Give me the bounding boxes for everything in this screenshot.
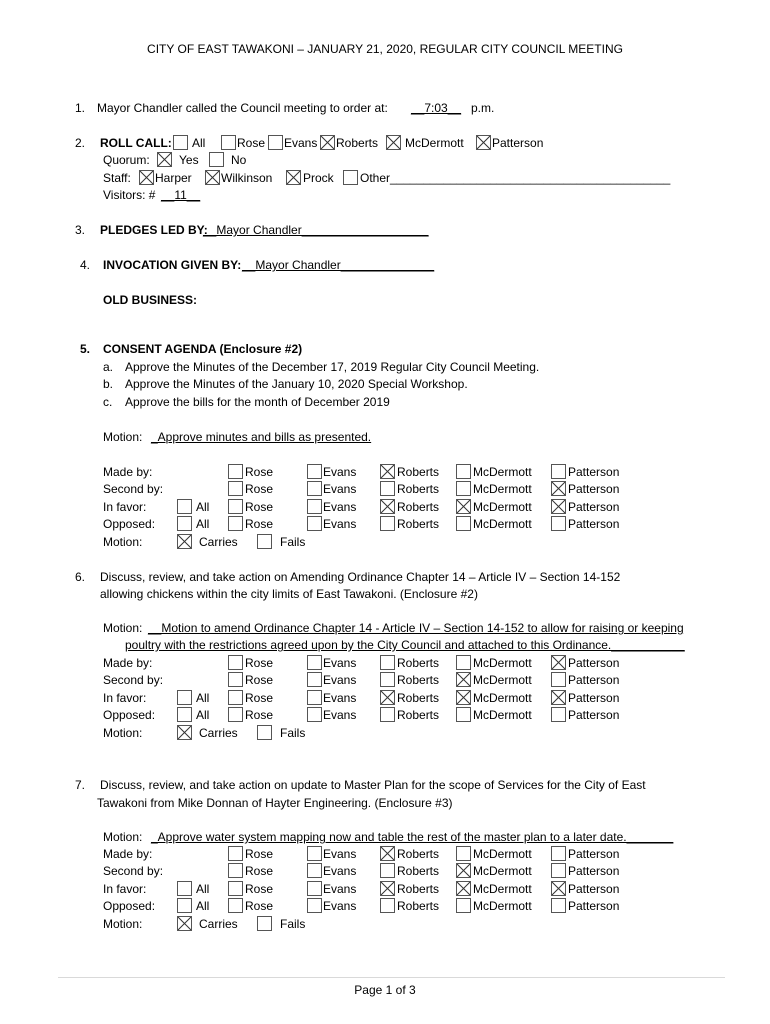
vote-row-label: Made by: xyxy=(103,656,153,670)
motion-fails-checkbox[interactable] xyxy=(257,534,272,549)
vote-checkbox-roberts[interactable] xyxy=(380,516,395,531)
vote-name: McDermott xyxy=(473,899,532,914)
subitem-text: Approve the Minutes of the December 17, 2019 Regular City Council Meeting. xyxy=(125,360,540,374)
x-mark-icon xyxy=(381,847,394,860)
vote-checkbox-rose[interactable] xyxy=(228,464,243,479)
roll-call-name: Roberts xyxy=(336,136,379,150)
motion-fails-label: Fails xyxy=(280,725,306,740)
vote-checkbox-patterson[interactable] xyxy=(551,898,566,913)
vote-name: Roberts xyxy=(397,847,440,861)
x-mark-icon xyxy=(457,864,470,877)
vote-checkbox-evans[interactable] xyxy=(307,481,322,496)
x-mark-icon xyxy=(477,136,490,149)
motion-carries-label: Carries xyxy=(199,916,238,931)
vote-checkbox-mcdermott[interactable] xyxy=(456,690,471,705)
motion-fails-label: Fails xyxy=(280,916,306,931)
x-mark-icon xyxy=(140,171,153,184)
vote-checkbox-roberts[interactable] xyxy=(380,690,395,705)
item-description: Tawakoni from Mike Donnan of Hayter Engineering. (Enclosure #3) xyxy=(97,796,453,810)
motion-text: poultry with the restrictions agreed upon by the City Council and attached to this Ordinance.___________ xyxy=(125,638,685,652)
vote-name: Roberts xyxy=(397,864,440,879)
x-mark-icon xyxy=(381,691,394,704)
vote-checkbox-evans[interactable] xyxy=(307,655,322,670)
vote-checkbox-rose[interactable] xyxy=(228,846,243,861)
x-mark-icon xyxy=(552,656,565,669)
vote-checkbox-mcdermott[interactable] xyxy=(456,655,471,670)
vote-checkbox-mcdermott[interactable] xyxy=(456,898,471,913)
vote-checkbox-evans[interactable] xyxy=(307,690,322,705)
vote-checkbox-rose[interactable] xyxy=(228,707,243,722)
vote-name: Rose xyxy=(245,673,274,688)
x-mark-icon xyxy=(206,171,219,184)
vote-checkbox-evans[interactable] xyxy=(307,499,322,514)
motion-result-label: Motion: xyxy=(103,725,143,740)
x-mark-icon xyxy=(552,482,565,495)
item-description: Discuss, review, and take action on update to Master Plan for the scope of Services for the City of East xyxy=(100,778,646,792)
quorum-label: Quorum: xyxy=(103,153,150,167)
vote-checkbox-rose[interactable] xyxy=(228,481,243,496)
vote-name: Evans xyxy=(323,881,357,896)
vote-name: McDermott xyxy=(473,465,532,479)
motion-result-label: Motion: xyxy=(103,534,143,549)
motion-label: Motion: xyxy=(103,621,143,635)
x-mark-icon xyxy=(552,691,565,704)
vote-checkbox-evans[interactable] xyxy=(307,846,322,861)
x-mark-icon xyxy=(381,465,394,478)
vote-name: McDermott xyxy=(473,482,532,497)
vote-checkbox-all[interactable] xyxy=(177,516,192,531)
vote-checkbox-roberts[interactable] xyxy=(380,672,395,687)
x-mark-icon xyxy=(178,726,191,739)
vote-checkbox-mcdermott[interactable] xyxy=(456,672,471,687)
item-number: 3. xyxy=(75,223,86,237)
vote-name: McDermott xyxy=(473,708,532,723)
vote-name: Roberts xyxy=(397,482,440,497)
vote-row-label: In favor: xyxy=(103,881,147,896)
vote-row-label: Made by: xyxy=(103,847,153,861)
pledges-label: PLEDGES LED BY: xyxy=(100,223,208,237)
vote-checkbox-mcdermott[interactable] xyxy=(456,881,471,896)
vote-name: Patterson xyxy=(568,690,620,705)
roll-call-checkbox-roberts[interactable] xyxy=(320,135,335,150)
vote-checkbox-patterson[interactable] xyxy=(551,481,566,496)
vote-name: Patterson xyxy=(568,482,620,497)
vote-checkbox-roberts[interactable] xyxy=(380,499,395,514)
vote-row-label: In favor: xyxy=(103,690,147,705)
vote-name: Evans xyxy=(323,465,357,479)
vote-row-label: Opposed: xyxy=(103,708,156,723)
staff-name: Prock xyxy=(303,171,334,185)
vote-checkbox-patterson[interactable] xyxy=(551,707,566,722)
vote-name: Evans xyxy=(323,708,357,723)
vote-name: Roberts xyxy=(397,690,440,705)
vote-name: Patterson xyxy=(568,656,620,670)
vote-name: Roberts xyxy=(397,673,440,688)
x-mark-icon xyxy=(178,535,191,548)
motion-result-label: Motion: xyxy=(103,916,143,931)
vote-checkbox-patterson[interactable] xyxy=(551,881,566,896)
vote-checkbox-mcdermott[interactable] xyxy=(456,863,471,878)
vote-checkbox-all[interactable] xyxy=(177,690,192,705)
invocation-value: __Mayor Chandler______________ xyxy=(242,258,435,272)
vote-checkbox-evans[interactable] xyxy=(307,863,322,878)
motion-carries-label: Carries xyxy=(199,725,238,740)
quorum-checkbox-yes[interactable] xyxy=(157,152,172,167)
vote-checkbox-patterson[interactable] xyxy=(551,499,566,514)
vote-name: Evans xyxy=(323,864,357,879)
vote-name: Patterson xyxy=(568,673,620,688)
item-description: allowing chickens within the city limits of East Tawakoni. (Enclosure #2) xyxy=(100,587,478,601)
invocation-label: INVOCATION GIVEN BY: xyxy=(103,258,242,272)
quorum-option: No xyxy=(231,153,247,167)
x-mark-icon xyxy=(387,136,400,149)
call-to-order-time: __7:03__ xyxy=(411,101,462,115)
vote-checkbox-roberts[interactable] xyxy=(380,464,395,479)
vote-name: Evans xyxy=(323,673,357,688)
vote-name: All xyxy=(196,499,210,514)
x-mark-icon xyxy=(552,500,565,513)
item-number: 7. xyxy=(75,778,86,792)
item-description: Discuss, review, and take action on Amending Ordinance Chapter 14 – Article IV – Section 14-152 xyxy=(100,570,621,584)
subitem-text: Approve the bills for the month of December 2019 xyxy=(125,395,390,409)
vote-checkbox-evans[interactable] xyxy=(307,464,322,479)
item-number: 2. xyxy=(75,136,86,150)
x-mark-icon xyxy=(457,500,470,513)
vote-name: All xyxy=(196,690,210,705)
consent-agenda-heading: CONSENT AGENDA (Enclosure #2) xyxy=(103,342,303,356)
vote-checkbox-all[interactable] xyxy=(177,707,192,722)
item-number: 5. xyxy=(80,342,91,356)
vote-row-label: In favor: xyxy=(103,499,147,514)
vote-checkbox-patterson[interactable] xyxy=(551,846,566,861)
motion-carries-checkbox[interactable] xyxy=(177,916,192,931)
motion-carries-label: Carries xyxy=(199,534,238,549)
roll-call-name: Patterson xyxy=(492,136,544,150)
vote-checkbox-mcdermott[interactable] xyxy=(456,481,471,496)
staff-label: Staff: xyxy=(103,171,131,185)
vote-checkbox-mcdermott[interactable] xyxy=(456,846,471,861)
vote-name: McDermott xyxy=(473,499,532,514)
vote-checkbox-patterson[interactable] xyxy=(551,672,566,687)
vote-checkbox-mcdermott[interactable] xyxy=(456,707,471,722)
motion-label: Motion: xyxy=(103,830,143,844)
vote-checkbox-roberts[interactable] xyxy=(380,481,395,496)
vote-checkbox-rose[interactable] xyxy=(228,672,243,687)
roll-call-name: McDermott xyxy=(405,136,464,150)
vote-checkbox-all[interactable] xyxy=(177,499,192,514)
vote-name: Roberts xyxy=(397,517,440,532)
vote-name: Roberts xyxy=(397,499,440,514)
x-mark-icon xyxy=(381,500,394,513)
vote-checkbox-rose[interactable] xyxy=(228,499,243,514)
vote-name: Evans xyxy=(323,499,357,514)
vote-checkbox-all[interactable] xyxy=(177,881,192,896)
vote-name: Rose xyxy=(245,656,274,670)
motion-text: _Approve water system mapping now and table the rest of the master plan to a later date._______ xyxy=(151,830,674,844)
staff-checkbox-3[interactable] xyxy=(343,170,358,185)
vote-row-label: Second by: xyxy=(103,864,164,879)
vote-checkbox-roberts[interactable] xyxy=(380,881,395,896)
vote-checkbox-rose[interactable] xyxy=(228,898,243,913)
vote-checkbox-evans[interactable] xyxy=(307,707,322,722)
staff-name: Harper xyxy=(155,171,192,185)
call-to-order-text: Mayor Chandler called the Council meeting to order at: xyxy=(97,101,388,115)
x-mark-icon xyxy=(381,882,394,895)
vote-row-label: Opposed: xyxy=(103,899,156,914)
vote-checkbox-evans[interactable] xyxy=(307,881,322,896)
vote-row-label: Made by: xyxy=(103,465,153,479)
vote-name: Rose xyxy=(245,690,274,705)
motion-fails-label: Fails xyxy=(280,534,306,549)
staff-checkbox-0[interactable] xyxy=(139,170,154,185)
vote-name: Roberts xyxy=(397,899,440,914)
vote-name: Rose xyxy=(245,465,274,479)
motion-fails-checkbox[interactable] xyxy=(257,916,272,931)
vote-row-label: Second by: xyxy=(103,482,164,497)
vote-name: McDermott xyxy=(473,517,532,532)
x-mark-icon xyxy=(457,691,470,704)
motion-fails-checkbox[interactable] xyxy=(257,725,272,740)
item-number: 1. xyxy=(75,101,86,115)
vote-checkbox-evans[interactable] xyxy=(307,672,322,687)
vote-checkbox-rose[interactable] xyxy=(228,863,243,878)
motion-label: Motion: xyxy=(103,430,143,444)
vote-checkbox-roberts[interactable] xyxy=(380,707,395,722)
roll-call-checkbox-mcdermott[interactable] xyxy=(386,135,401,150)
vote-name: Rose xyxy=(245,482,274,497)
vote-name: Rose xyxy=(245,864,274,879)
roll-call-label: ROLL CALL: xyxy=(100,136,172,150)
page-title: CITY OF EAST TAWAKONI – JANUARY 21, 2020, REGULAR CITY COUNCIL MEETING xyxy=(147,42,623,56)
vote-name: All xyxy=(196,517,210,532)
vote-checkbox-evans[interactable] xyxy=(307,898,322,913)
vote-checkbox-mcdermott[interactable] xyxy=(456,499,471,514)
staff-checkbox-2[interactable] xyxy=(286,170,301,185)
roll-call-checkbox-evans[interactable] xyxy=(268,135,283,150)
vote-name: All xyxy=(196,881,210,896)
motion-text: __Motion to amend Ordinance Chapter 14 - Article IV – Section 14-152 to allow for raising or keeping xyxy=(148,621,684,635)
vote-name: McDermott xyxy=(473,656,532,670)
subitem-text: Approve the Minutes of the January 10, 2020 Special Workshop. xyxy=(125,377,468,391)
vote-checkbox-rose[interactable] xyxy=(228,881,243,896)
roll-call-checkbox-rose[interactable] xyxy=(221,135,236,150)
quorum-option: Yes xyxy=(179,153,199,167)
vote-row-label: Second by: xyxy=(103,673,164,688)
vote-checkbox-patterson[interactable] xyxy=(551,516,566,531)
vote-checkbox-patterson[interactable] xyxy=(551,863,566,878)
vote-name: Roberts xyxy=(397,881,440,896)
staff-checkbox-1[interactable] xyxy=(205,170,220,185)
vote-row-label: Opposed: xyxy=(103,517,156,532)
roll-call-name: Evans xyxy=(284,136,318,150)
vote-name: Rose xyxy=(245,517,274,532)
motion-text: _Approve minutes and bills as presented. xyxy=(151,430,372,444)
x-mark-icon xyxy=(457,673,470,686)
item-number: 6. xyxy=(75,570,86,584)
staff-name: Other__________________________________________ xyxy=(360,171,671,185)
quorum-checkbox-no[interactable] xyxy=(209,152,224,167)
vote-name: Patterson xyxy=(568,517,620,532)
vote-checkbox-patterson[interactable] xyxy=(551,464,566,479)
vote-name: McDermott xyxy=(473,673,532,688)
vote-name: Evans xyxy=(323,690,357,705)
vote-checkbox-patterson[interactable] xyxy=(551,655,566,670)
vote-checkbox-patterson[interactable] xyxy=(551,690,566,705)
vote-name: McDermott xyxy=(473,864,532,879)
page-number: Page 1 of 3 xyxy=(354,983,416,997)
footer-divider xyxy=(58,977,725,978)
x-mark-icon xyxy=(158,153,171,166)
vote-name: Rose xyxy=(245,847,274,861)
roll-call-name: All xyxy=(192,136,206,150)
vote-checkbox-rose[interactable] xyxy=(228,655,243,670)
visitors-count: __11__ xyxy=(161,188,201,202)
motion-carries-checkbox[interactable] xyxy=(177,534,192,549)
vote-checkbox-roberts[interactable] xyxy=(380,655,395,670)
vote-name: Rose xyxy=(245,899,274,914)
vote-checkbox-all[interactable] xyxy=(177,898,192,913)
x-mark-icon xyxy=(287,171,300,184)
vote-name: Roberts xyxy=(397,656,440,670)
x-mark-icon xyxy=(457,882,470,895)
vote-name: Evans xyxy=(323,482,357,497)
vote-checkbox-roberts[interactable] xyxy=(380,898,395,913)
vote-name: McDermott xyxy=(473,690,532,705)
call-to-order-suffix: p.m. xyxy=(471,101,495,115)
x-mark-icon xyxy=(552,882,565,895)
vote-name: Rose xyxy=(245,499,274,514)
vote-name: Evans xyxy=(323,847,357,861)
vote-checkbox-mcdermott[interactable] xyxy=(456,464,471,479)
vote-name: Patterson xyxy=(568,899,620,914)
roll-call-checkbox-all[interactable] xyxy=(173,135,188,150)
vote-name: Rose xyxy=(245,881,274,896)
visitors-label: Visitors: # xyxy=(103,188,156,202)
vote-checkbox-rose[interactable] xyxy=(228,690,243,705)
motion-carries-checkbox[interactable] xyxy=(177,725,192,740)
vote-name: Evans xyxy=(323,517,357,532)
vote-name: Patterson xyxy=(568,708,620,723)
staff-name: Wilkinson xyxy=(221,171,273,185)
vote-name: McDermott xyxy=(473,847,532,861)
vote-name: Rose xyxy=(245,708,274,723)
vote-checkbox-evans[interactable] xyxy=(307,516,322,531)
vote-name: All xyxy=(196,899,210,914)
vote-name: Patterson xyxy=(568,864,620,879)
vote-checkbox-rose[interactable] xyxy=(228,516,243,531)
vote-checkbox-mcdermott[interactable] xyxy=(456,516,471,531)
subitem-letter: c. xyxy=(103,395,113,409)
vote-checkbox-roberts[interactable] xyxy=(380,846,395,861)
vote-name: Roberts xyxy=(397,465,440,479)
vote-name: Evans xyxy=(323,899,357,914)
vote-name: Patterson xyxy=(568,881,620,896)
subitem-letter: b. xyxy=(103,377,114,391)
vote-name: Patterson xyxy=(568,499,620,514)
pledges-value: __Mayor Chandler___________________ xyxy=(203,223,429,237)
roll-call-name: Rose xyxy=(237,136,266,150)
vote-name: Roberts xyxy=(397,708,440,723)
roll-call-checkbox-patterson[interactable] xyxy=(476,135,491,150)
item-number: 4. xyxy=(80,258,91,272)
vote-name: McDermott xyxy=(473,881,532,896)
vote-name: All xyxy=(196,708,210,723)
vote-checkbox-roberts[interactable] xyxy=(380,863,395,878)
old-business-heading: OLD BUSINESS: xyxy=(103,293,198,307)
vote-name: Evans xyxy=(323,656,357,670)
vote-name: Patterson xyxy=(568,847,620,861)
subitem-letter: a. xyxy=(103,360,114,374)
x-mark-icon xyxy=(321,136,334,149)
vote-name: Patterson xyxy=(568,465,620,479)
x-mark-icon xyxy=(178,917,191,930)
